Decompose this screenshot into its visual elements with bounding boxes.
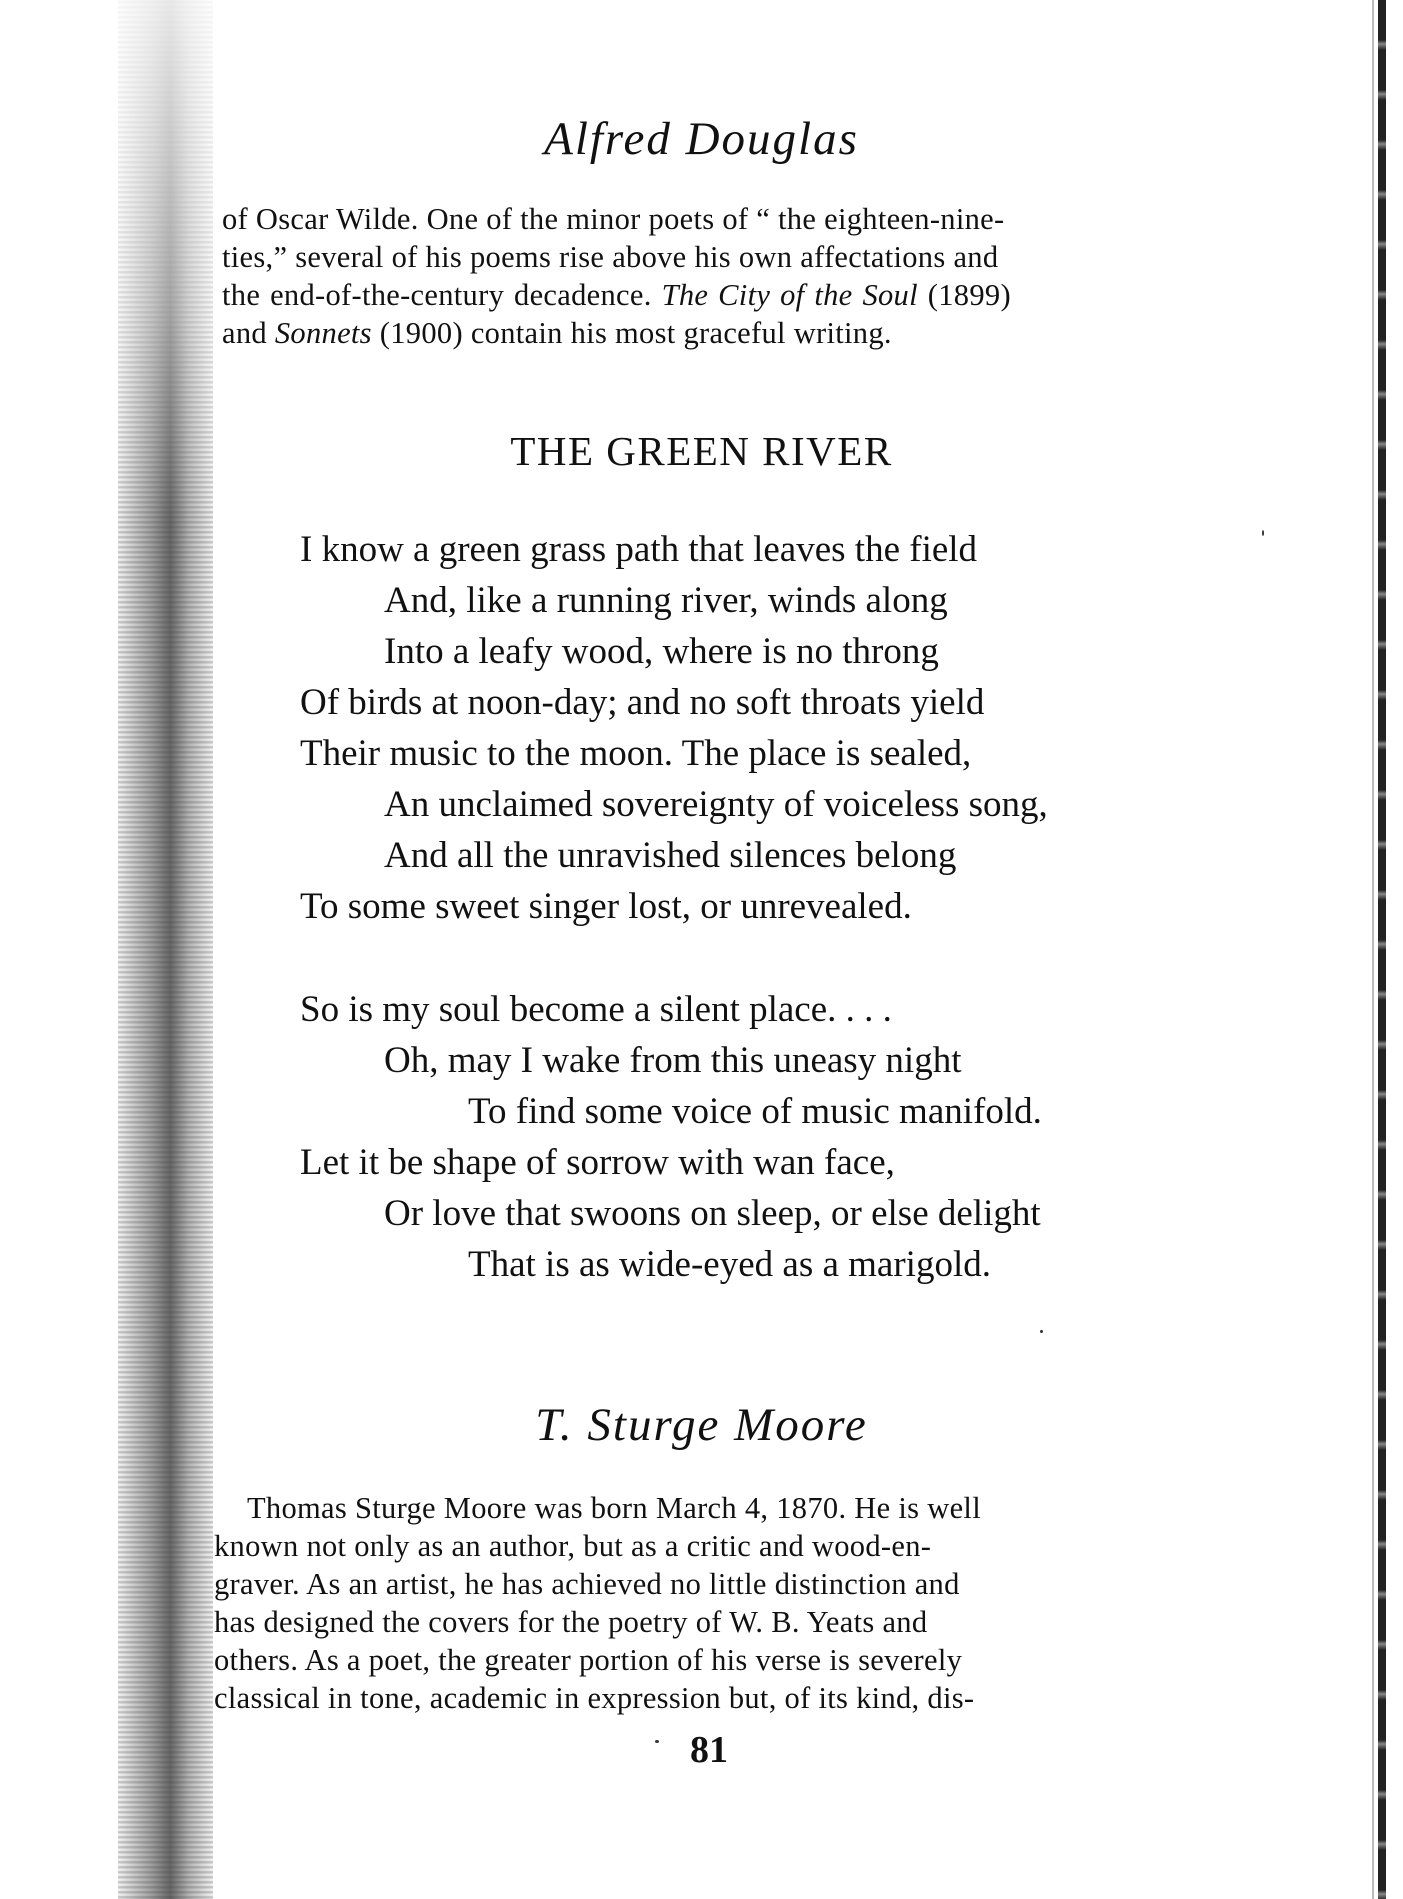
poem-line: To some sweet singer lost, or unrevealed. <box>300 886 912 927</box>
book-title: The City of the Soul <box>661 278 918 312</box>
poem-line: And, like a running river, winds along <box>384 580 948 621</box>
poem-line: Into a leafy wood, where is no throng <box>384 631 939 672</box>
poem-title: THE GREEN RIVER <box>510 428 893 474</box>
intro-text: and <box>222 316 275 350</box>
book-title: Sonnets <box>274 316 372 350</box>
poem-line: And all the unravished silences belong <box>384 835 957 876</box>
poem-line: An unclaimed sovereignty of voiceless song, <box>384 784 1048 825</box>
bio-line: known not only as an author, but as a critic and wood-en- <box>214 1529 932 1563</box>
intro-paragraph <box>222 200 1217 352</box>
poem-line: That is as wide-eyed as a marigold. <box>468 1244 991 1285</box>
page-number: 81 <box>690 1729 728 1771</box>
poem-line: Or love that swoons on sleep, or else delight <box>384 1193 1041 1234</box>
bio-line: others. As a poet, the greater portion of his verse is severely <box>214 1643 963 1677</box>
intro-line <box>222 314 1217 352</box>
poem-line: I know a green grass path that leaves the field <box>300 529 978 570</box>
poem-line: Oh, may I wake from this uneasy night <box>384 1040 962 1081</box>
intro-text: (1900) contain his most graceful writing. <box>371 316 892 350</box>
bio-line: has designed the covers for the poetry of W. B. Yeats and <box>214 1605 928 1639</box>
poem-line: Of birds at noon-day; and no soft throats yield <box>300 682 985 723</box>
poem-line: Their music to the moon. The place is sealed, <box>300 733 972 774</box>
intro-line: ties,” several of his poems rise above his own affectations and <box>222 240 999 274</box>
scan-page-edge <box>1378 0 1386 1899</box>
poem-line: Let it be shape of sorrow with wan face, <box>300 1142 895 1183</box>
bio-line: classical in tone, academic in expression but, of its kind, dis- <box>214 1681 975 1715</box>
bio-line: Thomas Sturge Moore was born March 4, 1870. He is well <box>247 1491 981 1525</box>
intro-line <box>222 276 1217 314</box>
scan-edge-line <box>1372 0 1374 1899</box>
bio-line: graver. As an artist, he has achieved no little distinction and <box>214 1567 960 1601</box>
intro-text: (1899) <box>917 278 1011 312</box>
intro-text: the end-of-the-century decadence. <box>222 278 662 312</box>
scan-speck <box>1040 1330 1043 1333</box>
poem-line: So is my soul become a silent place. . . . <box>300 989 892 1030</box>
intro-line: of Oscar Wilde. One of the minor poets of “ the eighteen-nine- <box>222 202 1005 236</box>
scan-speck <box>1262 530 1264 536</box>
poem-line: To find some voice of music manifold. <box>468 1091 1042 1132</box>
section-heading: T. Sturge Moore <box>535 1399 868 1451</box>
running-head: Alfred Douglas <box>544 113 859 165</box>
moore-bio-paragraph <box>214 1489 1209 1717</box>
scan-speck <box>655 1740 659 1743</box>
